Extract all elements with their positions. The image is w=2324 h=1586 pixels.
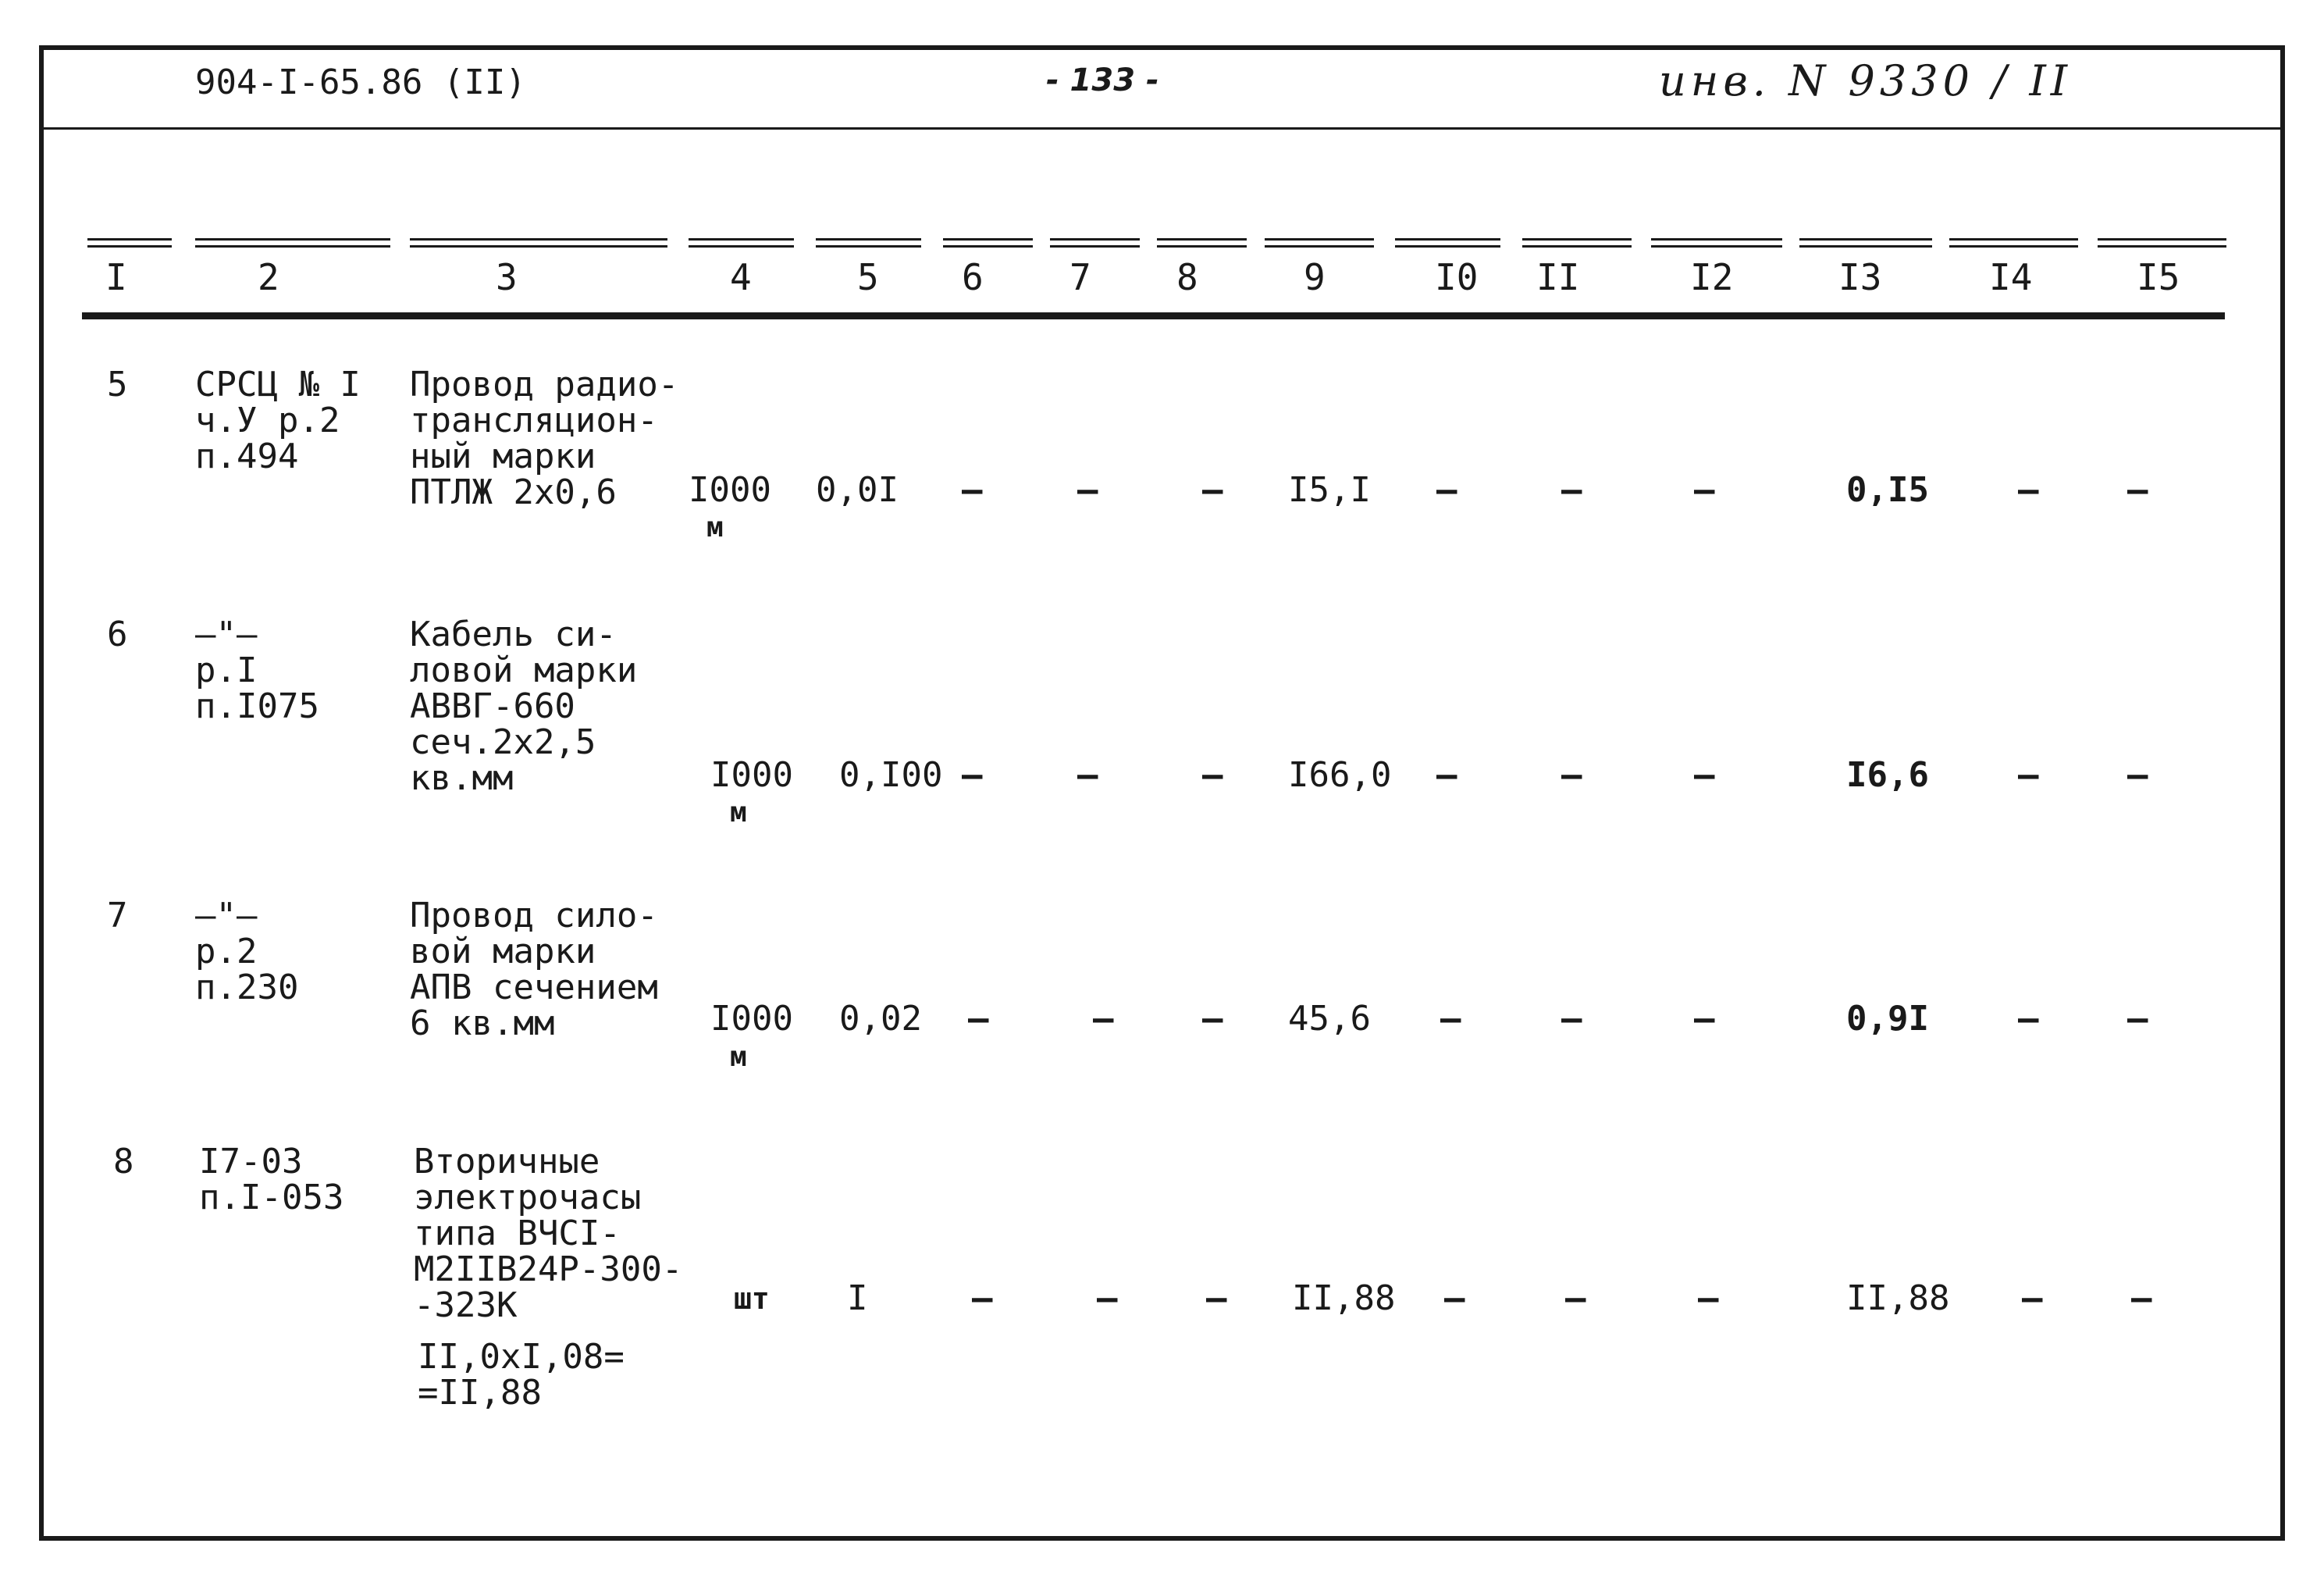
col-10-value: –: [1436, 755, 1457, 795]
header-double-rule: [195, 238, 390, 248]
col-12-value: –: [1694, 470, 1715, 510]
column-number: I2: [1690, 256, 1734, 298]
reference: I7-03 п.I-053: [199, 1142, 344, 1217]
row-number: 7: [107, 896, 128, 936]
column-number: I3: [1838, 256, 1882, 298]
column-number: 9: [1304, 256, 1326, 298]
header-double-rule: [2098, 238, 2226, 248]
inventory-number: инв. N 9330 / II: [1659, 56, 2073, 105]
col-7-value: –: [1077, 470, 1098, 510]
col-5-value: 0,I00: [839, 755, 943, 795]
unit: м: [706, 511, 724, 544]
row-number: 6: [107, 615, 128, 654]
col-15-value: –: [2127, 470, 2148, 510]
item-name: Вторичные электрочасы типа ВЧСI- М2IIВ24Р-300- -323К: [414, 1142, 683, 1325]
column-number: 5: [857, 256, 879, 298]
header-double-rule: [943, 238, 1033, 248]
col-10-value: –: [1436, 470, 1457, 510]
header-double-rule: [1949, 238, 2078, 248]
header-double-rule: [1265, 238, 1374, 248]
col-12-value: –: [1694, 755, 1715, 795]
col-13-value: II,88: [1846, 1278, 1950, 1318]
unit: м: [730, 1041, 747, 1073]
col-15-value: –: [2131, 1278, 2152, 1318]
header-divider: [39, 127, 2285, 130]
col-5-value: 0,0I: [816, 470, 899, 510]
header-double-rule: [1522, 238, 1632, 248]
col-10-value: –: [1440, 999, 1461, 1039]
header-double-rule: [689, 238, 794, 248]
column-number: 2: [258, 256, 279, 298]
column-number: I0: [1435, 256, 1479, 298]
col-6-value: –: [962, 470, 983, 510]
column-number: II: [1536, 256, 1580, 298]
col-5-value: 0,02: [839, 999, 922, 1039]
col-13-value: 0,9I: [1846, 999, 1929, 1039]
quantity: I000: [710, 999, 793, 1039]
col-11-value: –: [1561, 999, 1582, 1039]
item-name: Провод сило- вой марки АПВ сечением 6 кв.мм: [410, 896, 658, 1043]
header-double-rule: [1157, 238, 1247, 248]
col-12-value: –: [1694, 999, 1715, 1039]
col-14-value: –: [2018, 470, 2039, 510]
item-name: Кабель си- ловой марки АВВГ-660 сеч.2х2,5 кв.мм: [410, 615, 638, 798]
col-8-value: –: [1202, 755, 1223, 795]
reference: СРСЦ № I ч.У р.2 п.494: [195, 365, 361, 476]
document-code: 904-I-65.86 (II): [195, 62, 526, 102]
quantity: I000: [710, 755, 793, 795]
col-11-value: –: [1565, 1278, 1586, 1318]
row-number: 8: [113, 1142, 134, 1181]
header-double-rule: [87, 238, 172, 248]
col-9-value: 45,6: [1288, 999, 1371, 1039]
col-15-value: –: [2127, 755, 2148, 795]
col-7-value: –: [1097, 1278, 1118, 1318]
col-12-value: –: [1698, 1278, 1719, 1318]
col-15-value: –: [2127, 999, 2148, 1039]
column-number: 7: [1069, 256, 1091, 298]
quantity: шт: [734, 1281, 770, 1316]
header-double-rule: [1395, 238, 1500, 248]
header-double-rule: [1050, 238, 1140, 248]
col-9-value: II,88: [1292, 1278, 1396, 1318]
column-number: 8: [1176, 256, 1198, 298]
reference: –"– р.2 п.230: [195, 896, 299, 1007]
header-double-rule: [1651, 238, 1782, 248]
col-11-value: –: [1561, 755, 1582, 795]
column-number: 4: [730, 256, 752, 298]
unit: м: [730, 797, 747, 829]
col-6-value: –: [968, 999, 989, 1039]
col-10-value: –: [1444, 1278, 1465, 1318]
column-number: 6: [962, 256, 984, 298]
item-name: Провод радио- трансляцион- ный марки ПТЛЖ 2х0,6: [410, 365, 679, 512]
col-7-value: –: [1077, 755, 1098, 795]
header-thick-rule: [82, 312, 2225, 319]
col-6-value: –: [962, 755, 983, 795]
col-8-value: –: [1206, 1278, 1227, 1318]
column-number: I: [105, 256, 127, 298]
col-13-value: 0,I5: [1846, 470, 1929, 510]
col-5-value: I: [847, 1278, 868, 1318]
column-number: I4: [1989, 256, 2033, 298]
col-8-value: –: [1202, 999, 1223, 1039]
col-11-value: –: [1561, 470, 1582, 510]
col-9-value: I5,I: [1288, 470, 1371, 510]
col-14-value: –: [2022, 1278, 2043, 1318]
row-number: 5: [107, 365, 128, 405]
col-14-value: –: [2018, 999, 2039, 1039]
header-double-rule: [816, 238, 921, 248]
col-13-value: I6,6: [1846, 755, 1929, 795]
col-6-value: –: [972, 1278, 993, 1318]
header-double-rule: [410, 238, 667, 248]
header-double-rule: [1799, 238, 1932, 248]
quantity: I000: [689, 470, 771, 510]
col-7-value: –: [1093, 999, 1114, 1039]
col-9-value: I66,0: [1288, 755, 1392, 795]
column-number: I5: [2137, 256, 2180, 298]
calculation-note: II,0хI,08= =II,88: [418, 1337, 625, 1413]
col-8-value: –: [1202, 470, 1223, 510]
col-14-value: –: [2018, 755, 2039, 795]
reference: –"– р.I п.I075: [195, 615, 319, 726]
page-number: - 133 -: [1046, 62, 1159, 98]
column-number: 3: [496, 256, 518, 298]
